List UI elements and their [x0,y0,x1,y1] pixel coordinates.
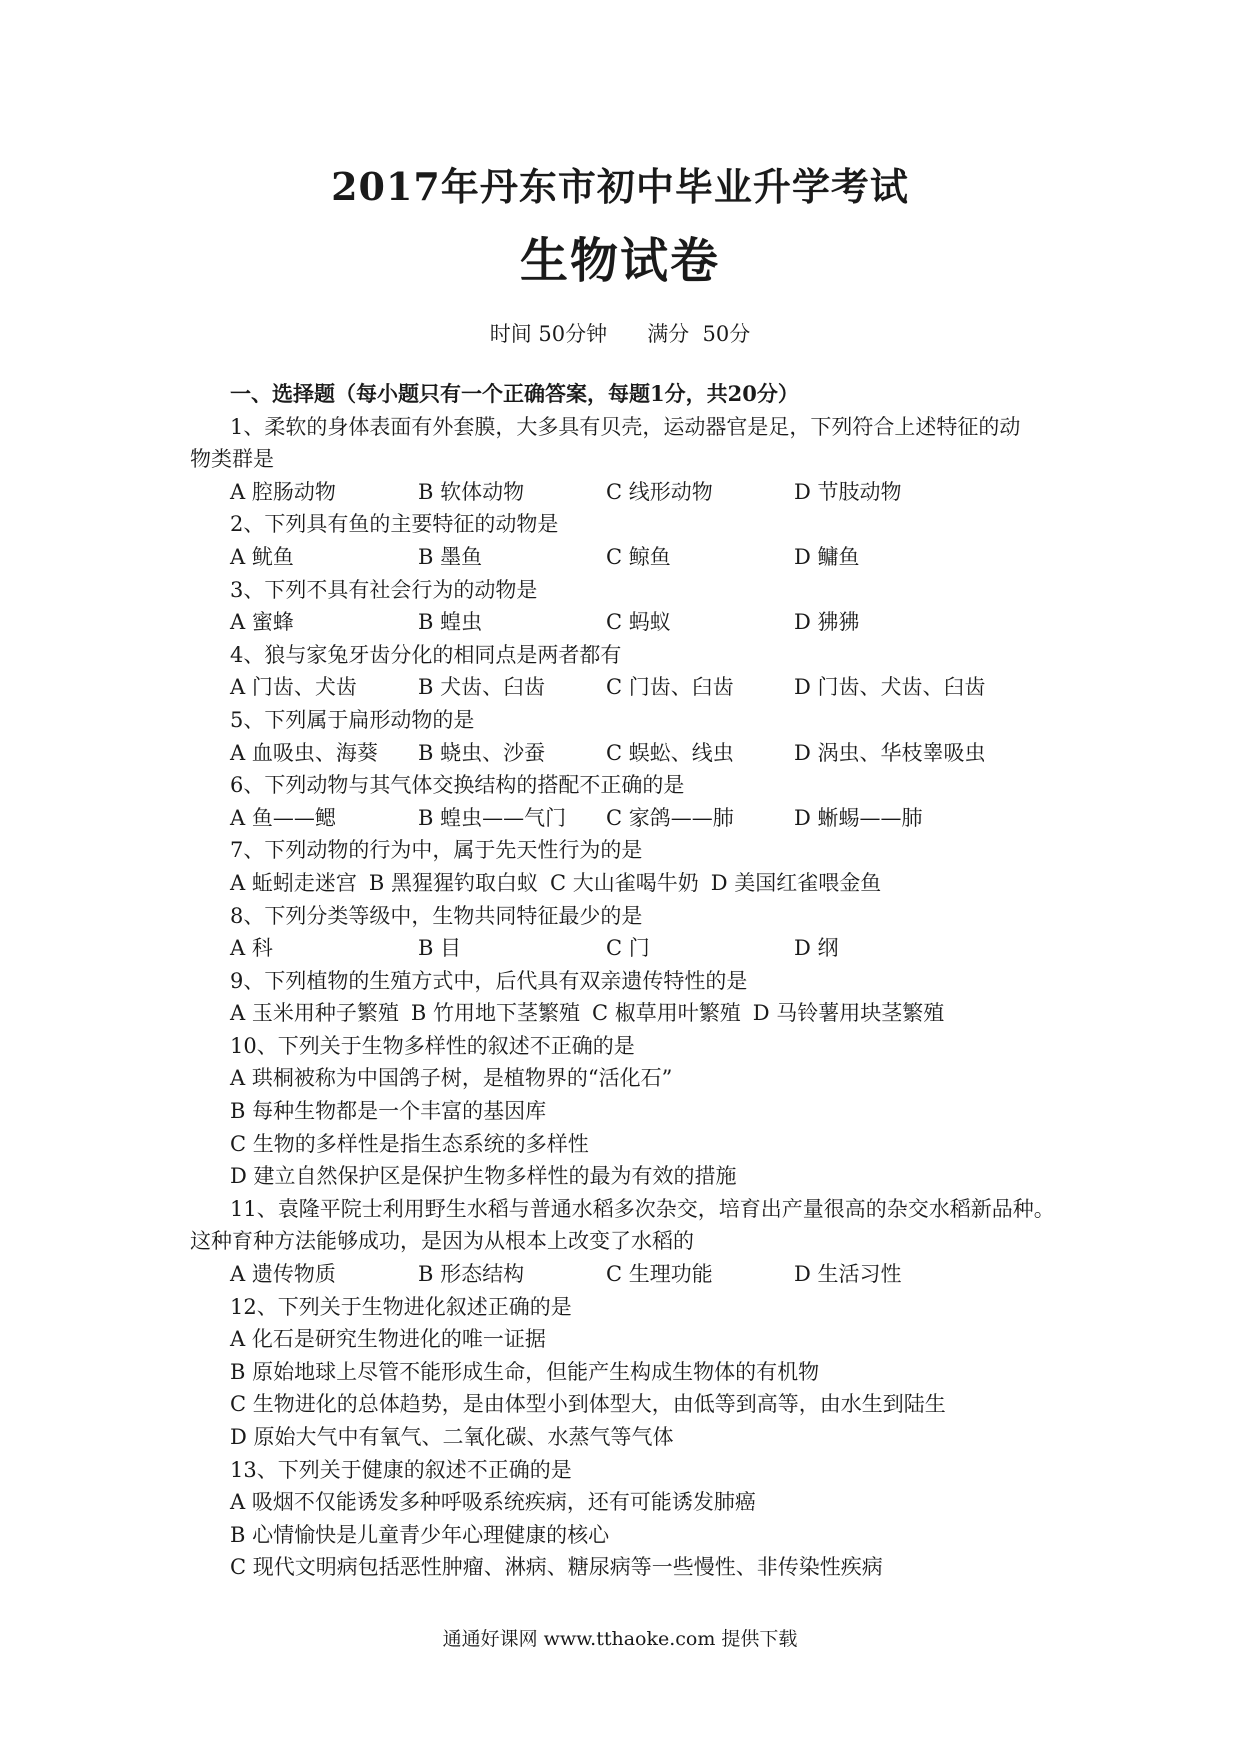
question-stem: 6、下列动物与其气体交换结构的搭配不正确的是 [230,773,685,798]
question-stem: 13、下列关于健康的叙述不正确的是 [230,1457,572,1482]
question-stem-continued: 这种育种方法能够成功，是因为从根本上改变了水稻的 [190,1229,694,1254]
option: C 蚂蚁 [606,610,671,635]
question-stem: 10、下列关于生物多样性的叙述不正确的是 [230,1033,635,1058]
option: D 狒狒 [794,610,860,635]
question-stem: 7、下列动物的行为中，属于先天性行为的是 [230,838,643,863]
question-stem: 12、下列关于生物进化叙述正确的是 [230,1294,572,1319]
option: B 蝗虫 [418,610,483,635]
option: A 血吸虫、海葵 [230,740,378,765]
question-list [190,378,1090,1584]
question-stem: 4、狼与家兔牙齿分化的相同点是两者都有 [230,642,622,667]
option: C 门齿、臼齿 [606,675,734,700]
option: B 蛲虫、沙蚕 [418,740,546,765]
option: C 蜈蚣、线虫 [606,740,734,765]
option: D 门齿、犬齿、臼齿 [794,675,986,700]
option: D 原始大气中有氧气、二氧化碳、水蒸气等气体 [230,1425,674,1449]
option: D 马铃薯用块茎繁殖 [752,1001,945,1026]
option: A 遗传物质 [230,1262,336,1287]
question-stem: 1、柔软的身体表面有外套膜，大多具有贝壳，运动器官是足，下列符合上述特征的动 [230,414,1021,439]
option: D 生活习性 [794,1262,902,1287]
option: D 建立自然保护区是保护生物多样性的最为有效的措施 [230,1164,737,1189]
option-row [190,997,1090,1030]
option: B 黑猩猩钓取白蚁 [368,870,538,895]
question-stem-continued: 物类群是 [190,447,274,472]
option: A 科 [230,936,273,961]
option: B 蝗虫——气门 [418,805,567,830]
option-row [190,932,1090,965]
option: D 纲 [794,936,839,961]
option: B 墨鱼 [418,544,483,569]
option: C 椒草用叶繁殖 [591,1001,741,1026]
option: A 蜜蜂 [230,610,294,635]
exam-info [0,318,1240,348]
option: C 生物进化的总体趋势，是由体型小到体型大，由低等到高等，由水生到陆生 [230,1392,946,1417]
option: A 鱼——鳃 [230,805,336,830]
exam-title: 2017年丹东市初中毕业升学考试 [331,164,909,209]
option: C 线形动物 [606,479,713,504]
option: D 涡虫、华枝睾吸虫 [794,740,986,765]
option: A 蚯蚓走迷宫 [230,870,357,895]
option-row [190,802,1090,835]
exam-subtitle: 生物试卷 [519,233,720,289]
option-row [190,476,1090,509]
option: C 鲸鱼 [606,544,671,569]
page-footer: 通通好课网 www.tthaoke.com 提供下载 [442,1628,798,1650]
option: C 现代文明病包括恶性肿瘤、淋病、糖尿病等一些慢性、非传染性疾病 [230,1555,883,1580]
option-row [190,737,1090,770]
option: A 门齿、犬齿 [230,675,357,700]
option: A 化石是研究生物进化的唯一证据 [230,1327,546,1352]
section-heading: 一、选择题（每小题只有一个正确答案，每题1分，共20分） [230,381,799,406]
question-stem: 8、下列分类等级中，生物共同特征最少的是 [230,903,643,928]
option: B 竹用地下茎繁殖 [410,1001,580,1026]
option: B 犬齿、臼齿 [418,675,546,700]
option-row [190,606,1090,639]
option: A 鱿鱼 [230,544,294,569]
option: D 节肢动物 [794,479,902,504]
option: C 生理功能 [606,1262,713,1287]
option: B 原始地球上尽管不能形成生命，但能产生构成生物体的有机物 [230,1359,820,1384]
option: B 软体动物 [418,479,525,504]
option: A 腔肠动物 [230,479,336,504]
option: C 门 [606,936,650,961]
option: A 吸烟不仅能诱发多种呼吸系统疾病，还有可能诱发肺癌 [230,1490,756,1515]
question-stem: 11、袁隆平院士利用野生水稻与普通水稻多次杂交，培育出产量很高的杂交水稻新品种。 [230,1196,1055,1221]
option: D 蜥蜴——肺 [794,805,923,830]
option: B 形态结构 [418,1262,525,1287]
option: B 每种生物都是一个丰富的基因库 [230,1099,547,1124]
option: A 玉米用种子繁殖 [230,1001,399,1026]
option: C 家鸽——肺 [606,805,734,830]
exam-score: 满分 50分 [647,322,751,346]
question-stem: 9、下列植物的生殖方式中，后代具有双亲遗传特性的是 [230,968,748,993]
option-row [190,1258,1090,1291]
option: A 珙桐被称为中国鸽子树，是植物界的“活化石” [230,1066,673,1091]
question-stem: 3、下列不具有社会行为的动物是 [230,577,538,602]
option: C 大山雀喝牛奶 [549,870,699,895]
option-row [190,541,1090,574]
option: D 美国红雀喂金鱼 [710,870,882,895]
option: B 心情愉快是儿童青少年心理健康的核心 [230,1522,610,1547]
option: C 生物的多样性是指生态系统的多样性 [230,1131,589,1156]
exam-time: 时间 50分钟 [489,322,608,346]
option: D 鳙鱼 [794,544,860,569]
option: B 目 [418,936,462,961]
question-stem: 5、下列属于扁形动物的是 [230,707,475,732]
option-row [190,867,1090,900]
option-row [190,671,1090,704]
question-stem: 2、下列具有鱼的主要特征的动物是 [230,512,559,537]
